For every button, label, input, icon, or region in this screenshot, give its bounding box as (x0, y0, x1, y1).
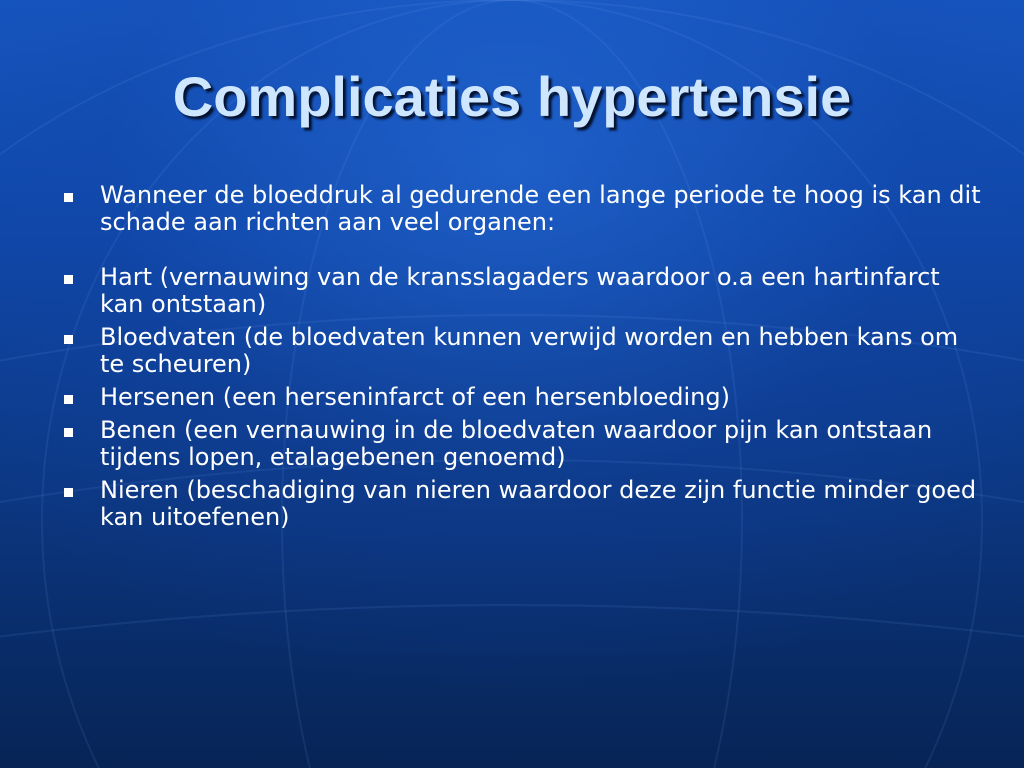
bullet-item-hart (62, 264, 982, 318)
square-bullet-icon (64, 193, 73, 202)
square-bullet-icon (64, 395, 73, 404)
bullet-item-bloedvaten (62, 324, 982, 378)
bullet-text: Wanneer de bloeddruk al gedurende een lange periode te hoog is kan dit schade aan richten aan veel organen: (100, 181, 981, 236)
bullet-text: Bloedvaten (de bloedvaten kunnen verwijd worden en hebben kans om te scheuren) (100, 323, 959, 378)
bullet-item-benen (62, 417, 982, 471)
bullet-item-hersenen (62, 384, 982, 411)
bullet-text: Hart (vernauwing van de kransslagaders waardoor o.a een hartinfarct kan ontstaan) (100, 263, 940, 318)
bullet-item-nieren (62, 477, 982, 531)
square-bullet-icon (64, 428, 73, 437)
bullet-text: Nieren (beschadiging van nieren waardoor deze zijn functie minder goed kan uitoefenen) (100, 476, 977, 531)
square-bullet-icon (64, 335, 73, 344)
bullet-text: Hersenen (een herseninfarct of een hersenbloeding) (100, 383, 730, 411)
bullet-text: Benen (een vernauwing in de bloedvaten waardoor pijn kan ontstaan tijdens lopen, etalagebenen genoemd) (100, 416, 933, 471)
bullet-list (62, 182, 982, 537)
slide-title: Complicaties hypertensie (172, 65, 852, 128)
square-bullet-icon (64, 488, 73, 497)
bullet-item-intro (62, 182, 982, 236)
square-bullet-icon (64, 275, 73, 284)
